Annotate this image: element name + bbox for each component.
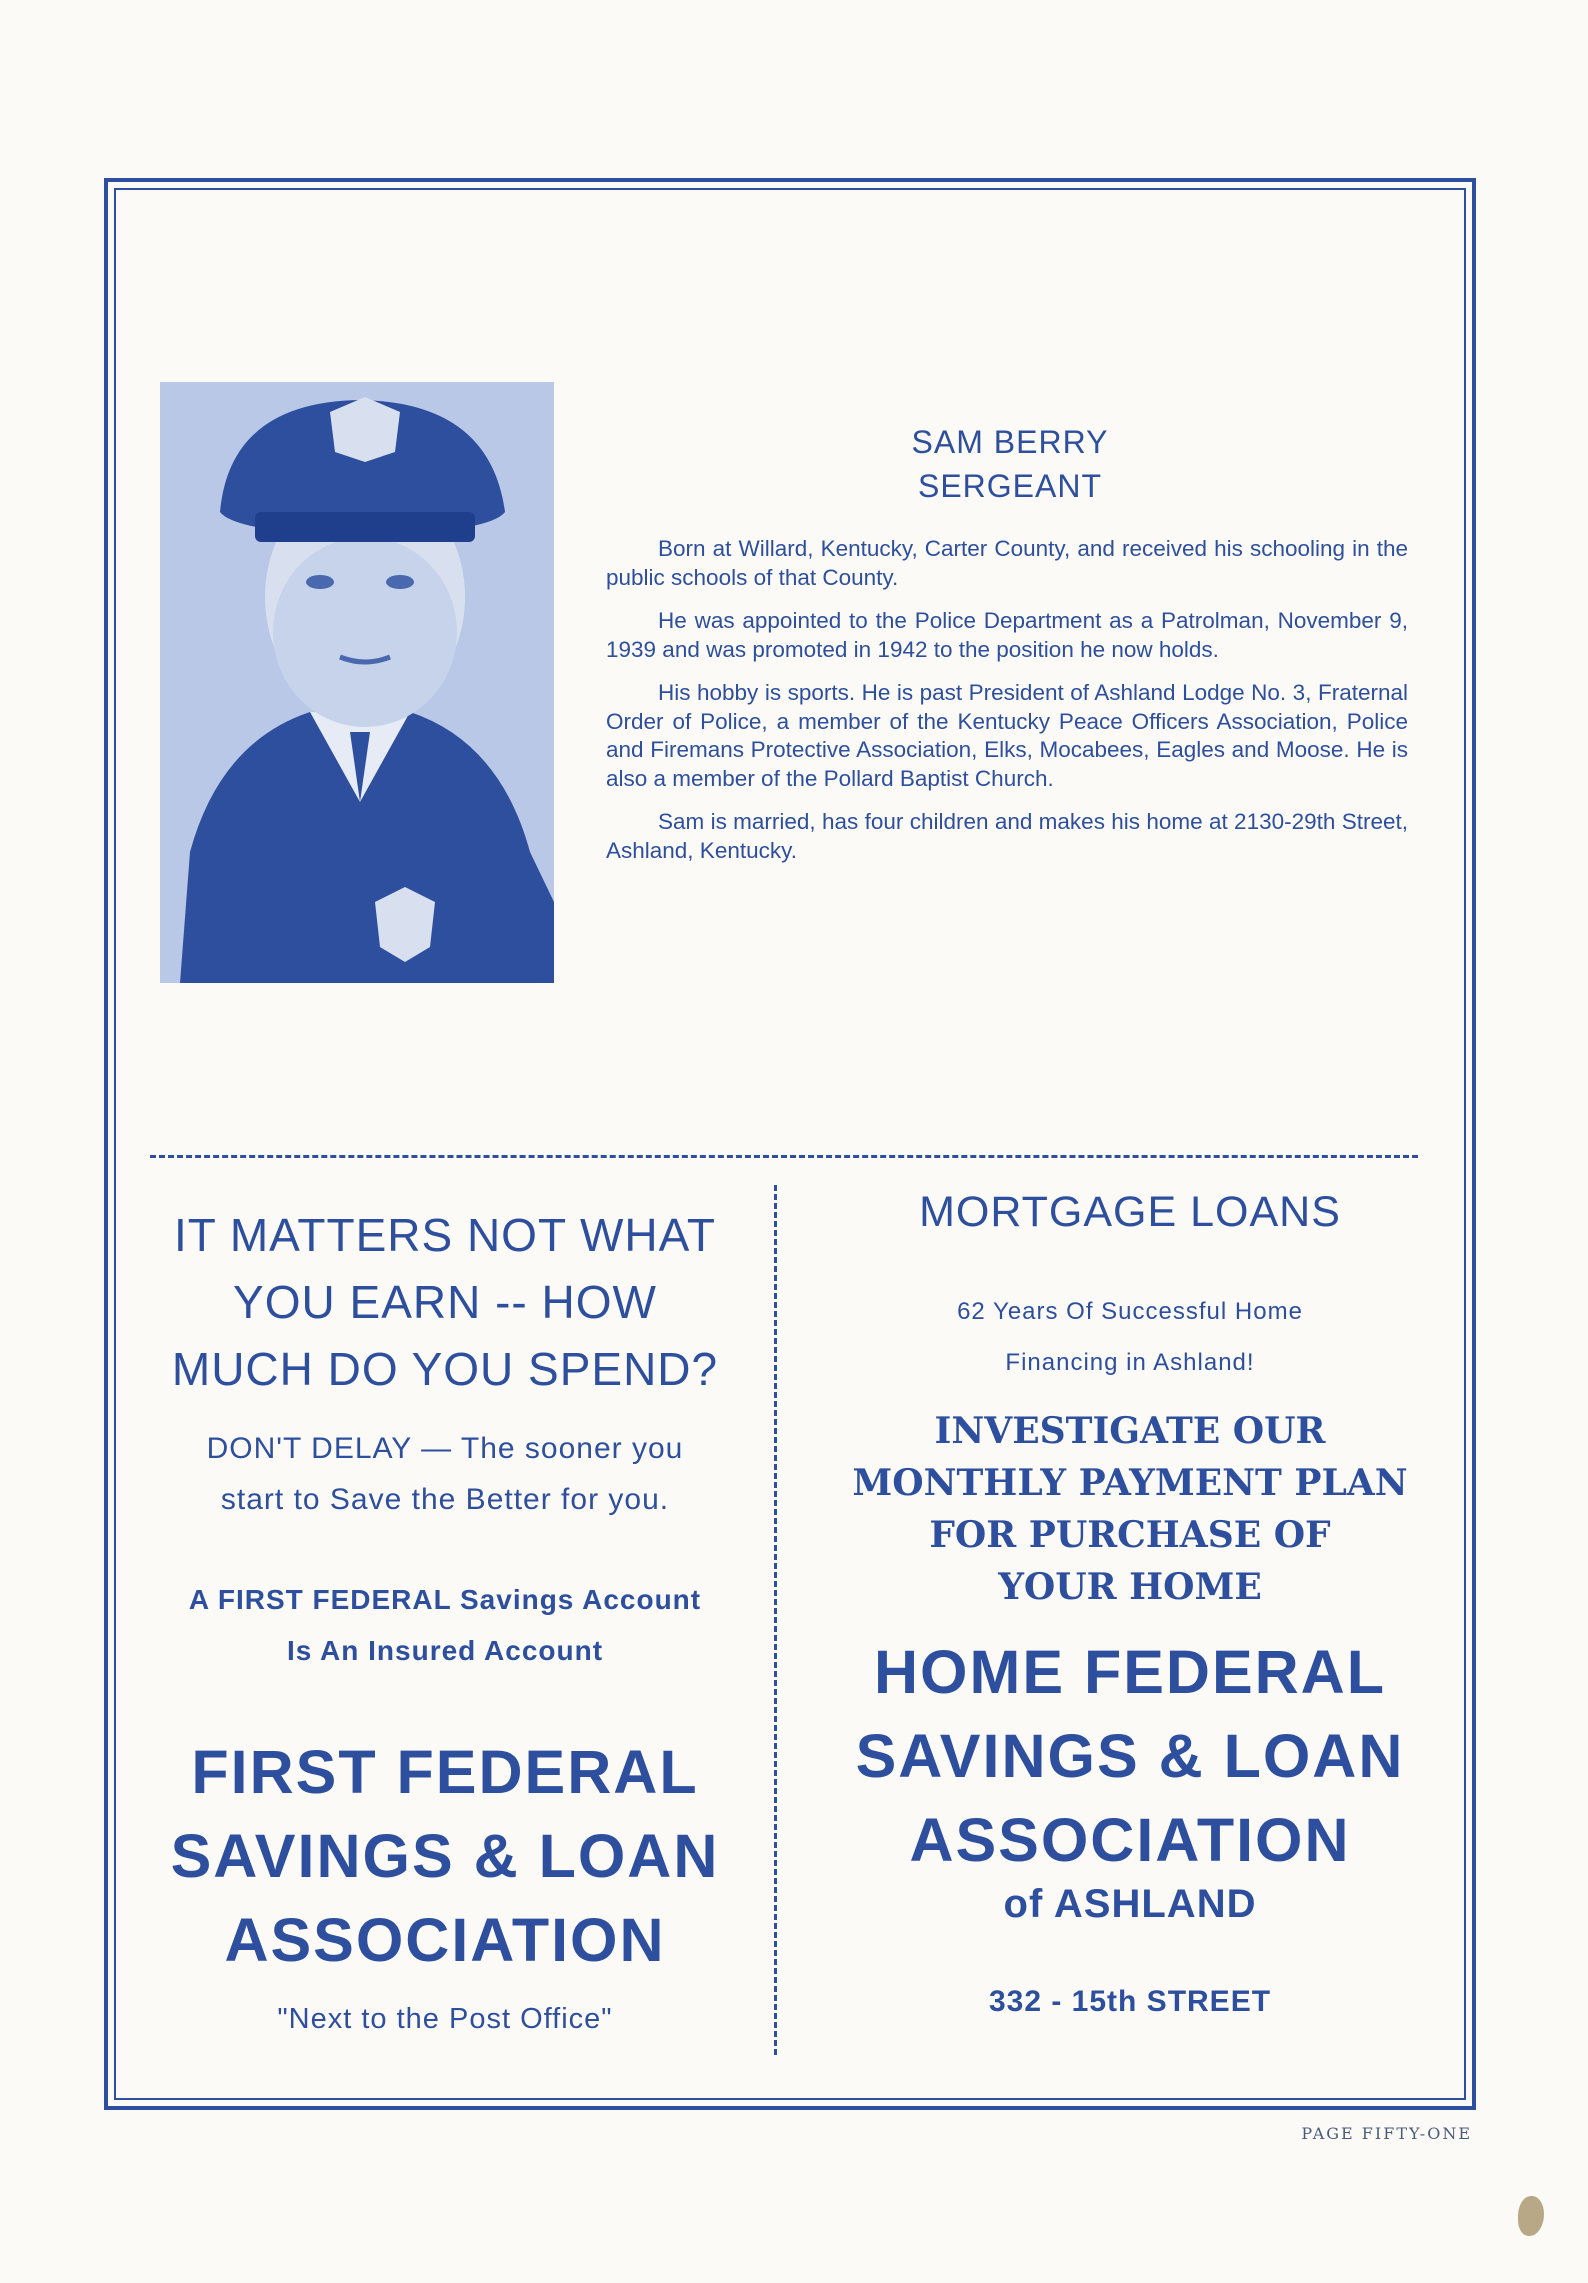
plan-line: YOUR HOME [998,1566,1262,1608]
home-federal-city: of ASHLAND [1003,1882,1257,1926]
mortgage-loans-title: MORTGAGE LOANS [919,1188,1341,1236]
years-line: 62 Years Of Successful Home [957,1298,1303,1325]
page-number: PAGE FIFTY-ONE [1301,2124,1472,2143]
years-line: Financing in Ashland! [1005,1349,1255,1376]
delay-line: start to Save the Better for you. [220,1483,670,1516]
home-federal-address: 332 - 15th STREET [988,1985,1272,2018]
name-line: ASSOCIATION [224,1906,666,1974]
first-federal-headline [150,1202,740,1403]
bio-paragraph: Sam is married, has four children and makes his home at 2130-29th Street, Ashland, Kentucky. [606,809,1408,863]
plan-line: INVESTIGATE OUR [934,1410,1326,1452]
bio-paragraph: His hobby is sports. He is past President of Ashland Lodge No. 3, Fraternal Order of Police, a member of the Kentucky Peace Officers Association, Police and Firemans Protective Association, Elks, Mocabees, Eagles and Moose. He is also a member of the Pollard Baptist Church. [606,680,1408,791]
first-federal-name [150,1730,740,1982]
biography-text [606,535,1408,880]
officer-name: SAM BERRY [911,424,1109,460]
name-line: HOME FEDERAL [874,1638,1386,1706]
vertical-dashed-divider [774,1185,777,2055]
paper-stain-mark [1518,2196,1544,2236]
delay-line: DON'T DELAY — The sooner you [206,1432,684,1465]
bio-paragraph: Born at Willard, Kentucky, Carter County, and received his schooling in the public schools of that County. [606,536,1408,590]
home-federal-years-text [810,1286,1450,1388]
headline-line: MUCH DO YOU SPEND? [171,1343,719,1395]
headline-line: IT MATTERS NOT WHAT [173,1209,717,1261]
officer-portrait-photo [160,382,554,983]
home-federal-plan-text [810,1405,1450,1613]
headline-line: YOU EARN -- HOW [233,1276,657,1328]
name-line: FIRST FEDERAL [191,1738,699,1806]
bio-paragraph: He was appointed to the Police Department as a Patrolman, November 9, 1939 and was promoted in 1942 to the position he now holds. [606,608,1408,662]
plan-line: MONTHLY PAYMENT PLAN [852,1462,1408,1504]
officer-rank: SERGEANT [917,468,1103,504]
account-line: A FIRST FEDERAL Savings Account [188,1584,702,1615]
plan-line: FOR PURCHASE OF [929,1514,1331,1556]
first-federal-delay-text [150,1423,740,1525]
name-line: SAVINGS & LOAN [170,1822,720,1890]
home-federal-name [810,1630,1450,1882]
first-federal-account-text [150,1574,740,1676]
name-line: SAVINGS & LOAN [855,1722,1405,1790]
first-federal-tagline: "Next to the Post Office" [277,2003,613,2035]
name-line: ASSOCIATION [909,1806,1351,1874]
account-line: Is An Insured Account [286,1635,604,1666]
horizontal-dashed-divider [150,1155,1418,1158]
